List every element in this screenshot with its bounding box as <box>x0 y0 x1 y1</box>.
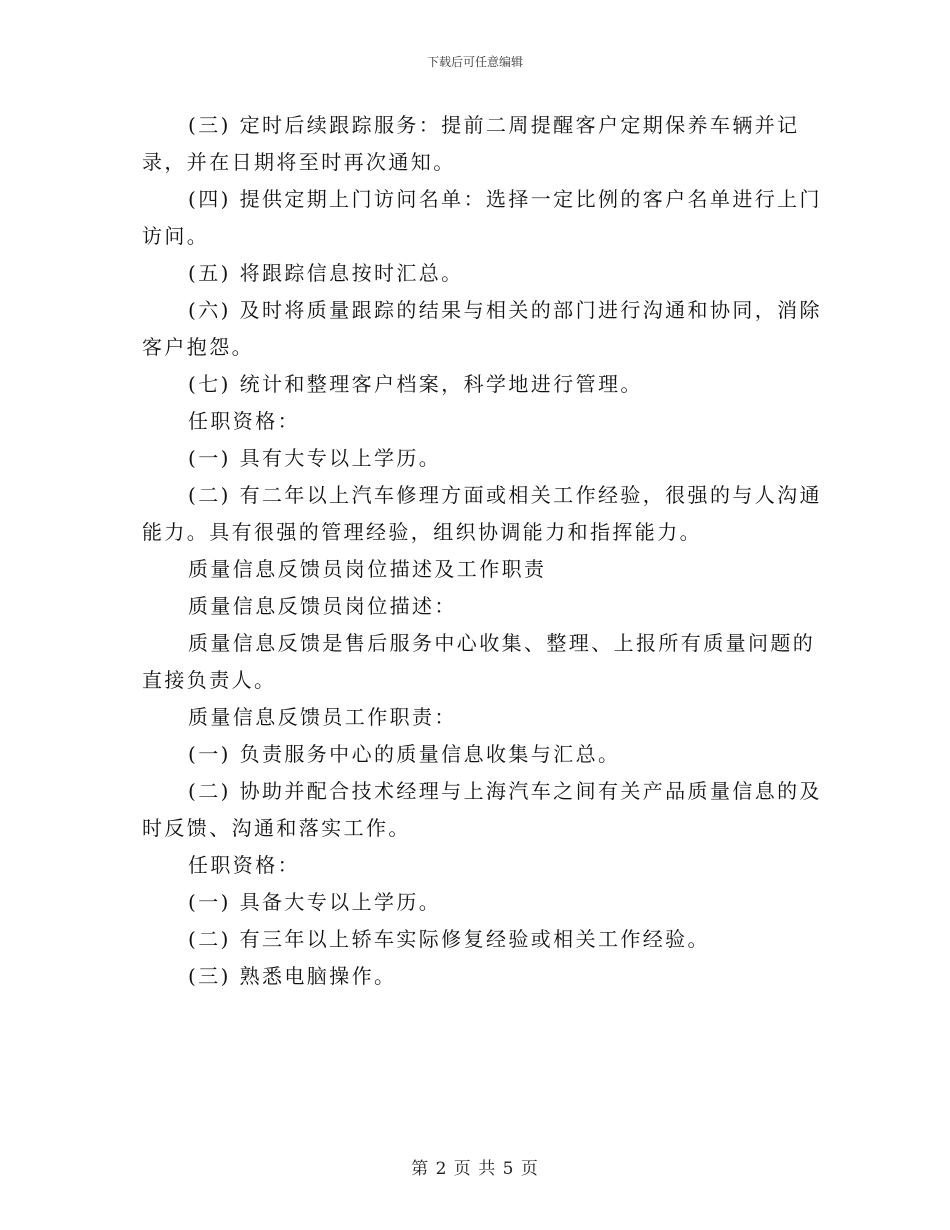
section-heading: 质量信息反馈员岗位描述及工作职责 <box>188 557 547 581</box>
paragraph: (五) 将跟踪信息按时汇总。 <box>188 261 464 285</box>
page-header: 下载后可任意编辑 <box>426 55 523 69</box>
document-body <box>142 107 822 995</box>
page-footer: 第 2 页 共 5 页 <box>411 1159 539 1179</box>
paragraph: (三) 熟悉电脑操作。 <box>188 964 397 988</box>
paragraph: (二) 协助并配合技术经理与上海汽车之间有关产品质量信息的及时反馈、沟通和落实工作。 <box>142 779 822 840</box>
section-heading: 质量信息反馈员工作职责： <box>188 705 457 729</box>
paragraph: (七) 统计和整理客户档案，科学地进行管理。 <box>188 372 643 396</box>
paragraph: (二) 有三年以上轿车实际修复经验或相关工作经验。 <box>188 927 710 951</box>
paragraph: (二) 有二年以上汽车修理方面或相关工作经验，很强的与人沟通能力。具有很强的管理经验，组织协调能力和指挥能力。 <box>142 483 822 544</box>
section-heading: 任职资格： <box>188 853 300 877</box>
paragraph: (六) 及时将质量跟踪的结果与相关的部门进行沟通和协同，消除客户抱怨。 <box>142 298 822 359</box>
paragraph: (一) 具有大专以上学历。 <box>188 446 442 470</box>
paragraph: (四) 提供定期上门访问名单：选择一定比例的客户名单进行上门访问。 <box>142 187 822 248</box>
paragraph: 质量信息反馈是售后服务中心收集、整理、上报所有质量问题的直接负责人。 <box>142 631 816 692</box>
paragraph: (一) 负责服务中心的质量信息收集与汇总。 <box>188 742 621 766</box>
section-heading: 质量信息反馈员岗位描述： <box>188 594 457 618</box>
section-heading: 任职资格： <box>188 409 300 433</box>
paragraph: (一) 具备大专以上学历。 <box>188 890 442 914</box>
paragraph: (三) 定时后续跟踪服务：提前二周提醒客户定期保养车辆并记录，并在日期将至时再次通知。 <box>142 113 800 174</box>
